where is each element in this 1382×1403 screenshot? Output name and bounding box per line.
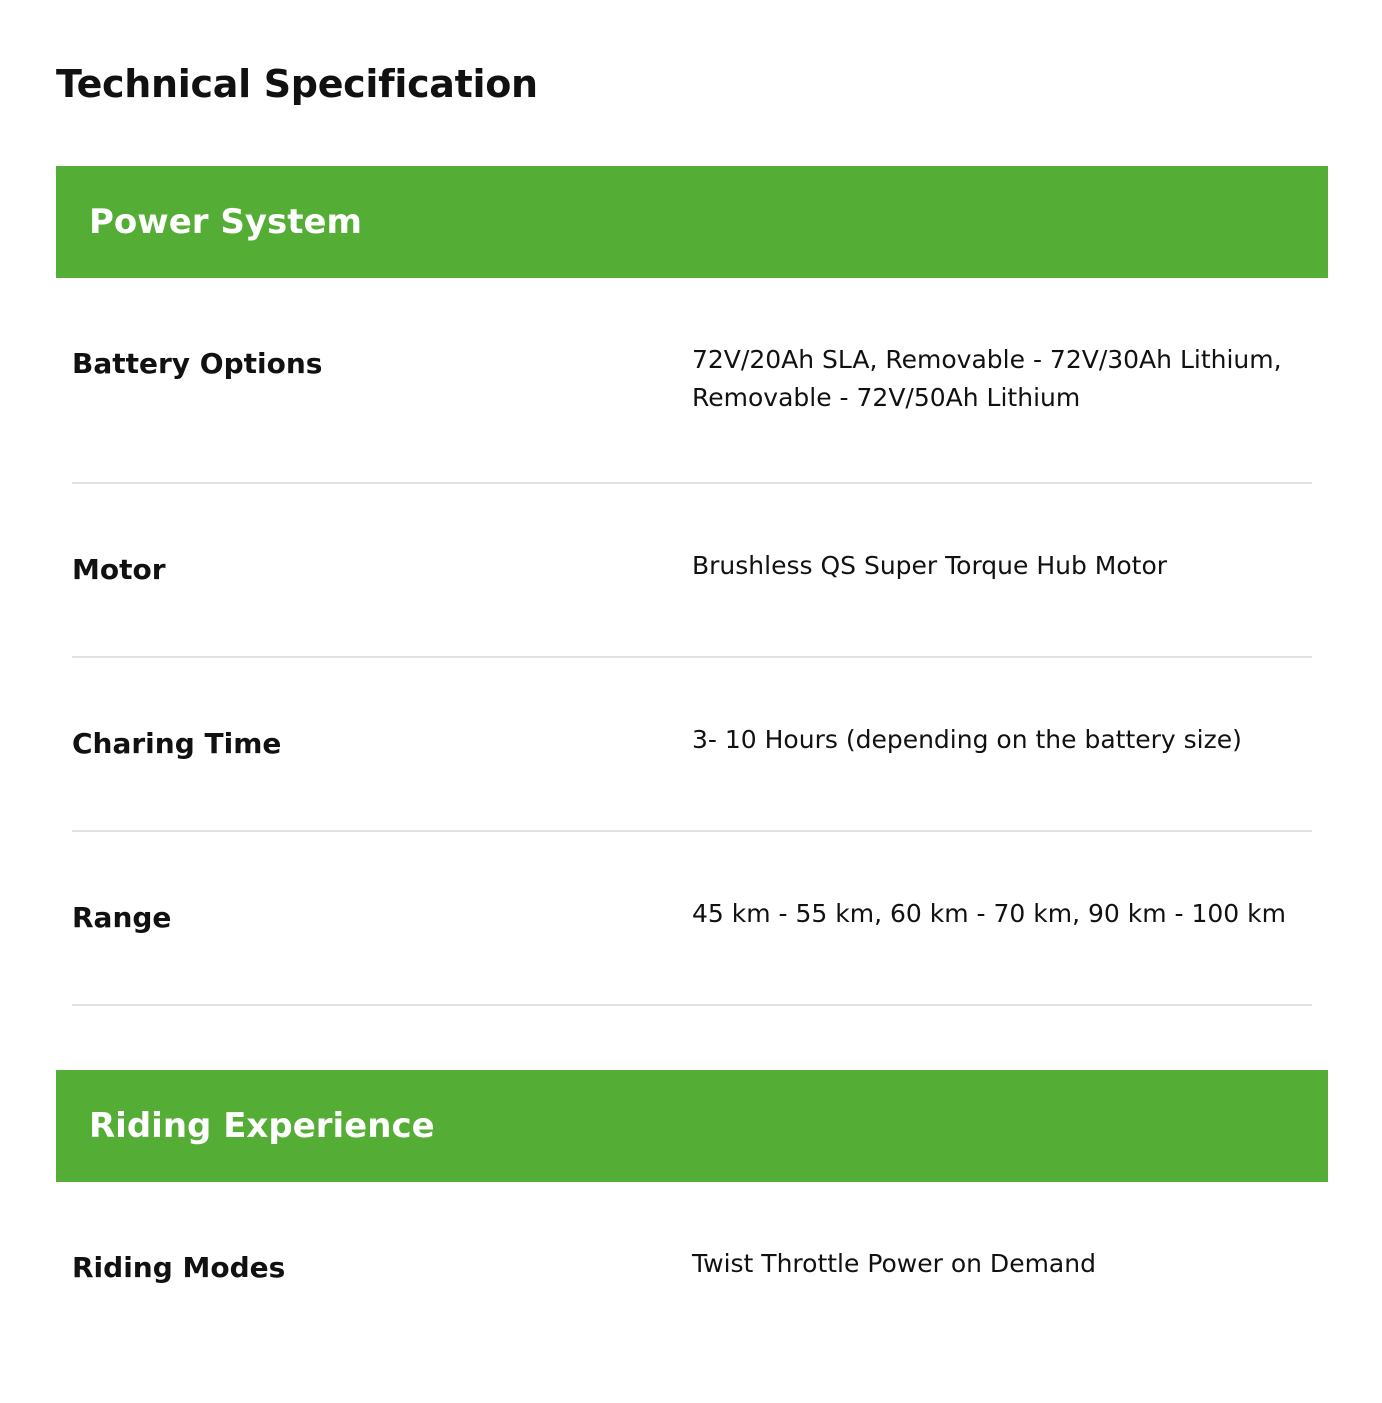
spec-label: Riding Modes — [72, 1251, 286, 1284]
spec-label: Motor — [72, 553, 166, 586]
spec-value: 45 km - 55 km, 60 km - 70 km, 90 km - 100 km — [692, 899, 1286, 928]
spec-label: Charing Time — [72, 727, 282, 760]
section-title: Power System — [89, 202, 362, 242]
page-title: Technical Specification — [56, 62, 538, 106]
section-title: Riding Experience — [89, 1106, 435, 1146]
section-header-power-system — [56, 166, 1328, 278]
spec-value: 3- 10 Hours (depending on the battery size) — [692, 725, 1242, 754]
spec-value: Brushless QS Super Torque Hub Motor — [692, 551, 1168, 580]
spec-value: Twist Throttle Power on Demand — [692, 1249, 1096, 1278]
spec-row-motor — [72, 484, 1312, 658]
section-header-riding-experience — [56, 1070, 1328, 1182]
spec-row-battery-options — [72, 278, 1312, 484]
spec-row-range — [72, 832, 1312, 1006]
spec-row-charging-time — [72, 658, 1312, 832]
spec-label: Range — [72, 901, 172, 934]
spec-value: 72V/20Ah SLA, Removable - 72V/30Ah Lithium, Removable - 72V/50Ah Lithium — [692, 345, 1282, 412]
spec-label: Battery Options — [72, 347, 323, 380]
spec-row-riding-modes — [72, 1182, 1312, 1354]
